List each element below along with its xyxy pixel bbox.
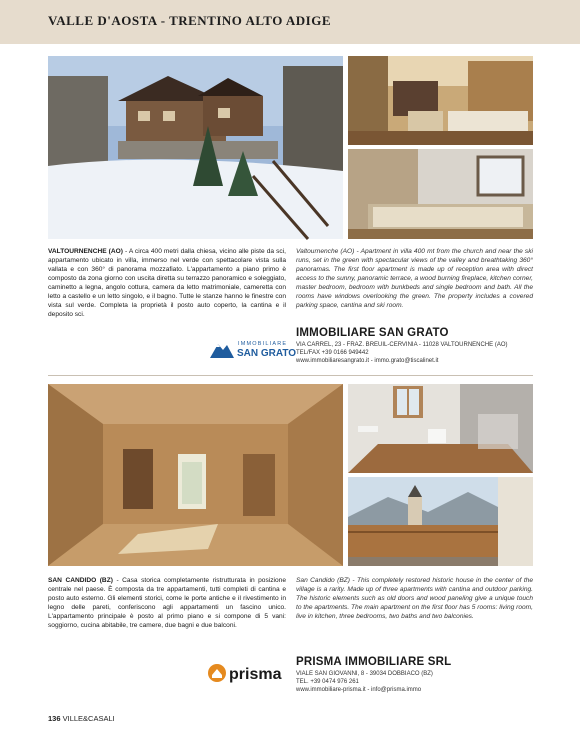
- listing-text-en: Valtournenche (AO) - Apartment in villa 400 mt from the church and near the ski runs, set in the green with spectacular views of the valley and breathtaking 360° panoramas. The first floor apartment is made up of reception area with direct access to the sunny, panoramic terrace, a wood burning fireplace, kitchen corner, master bedroom, bedroom with bunkbeds and single bedroom and bath. All the rooms have windows overlooking the green. The property includes a covered parking space, cantina and ski room.: [296, 248, 533, 309]
- san-grato-logo-top: IMMOBILIARE: [238, 341, 288, 347]
- agency-name-2: PRISMA IMMOBILIARE SRL: [296, 656, 452, 668]
- listing-text-en-2: San Candido (BZ) - This completely restored historic house in the center of the village is a rarity. Made up of three apartments with cantina and outdoor parking. The historic elements such as old doors and wood paneling give a unique touch to the apartments. The main apartment on the first floor has 5 rooms: living room, live in kitchen, three bedrooms, two baths and two balconies.: [296, 577, 533, 620]
- page-footer: [48, 714, 115, 723]
- agency-address-2: VIALE SAN GIOVANNI, 8 - 39034 DOBBIACO (BZ): [296, 671, 433, 677]
- agency-phone: TEL/FAX +39 0166 949442: [296, 350, 369, 356]
- listing-location-it-2: SAN CANDIDO (BZ): [48, 577, 113, 584]
- listing-description-it-2: [48, 576, 286, 630]
- listing-location-it: VALTOURNENCHE (AO): [48, 248, 123, 255]
- photo-bathroom: [348, 384, 533, 473]
- photo-balcony: [348, 477, 533, 566]
- photo-bedroom: [348, 149, 533, 239]
- agency-web: www.immobiliaresangrato.it - immo.grato@tiscalinet.it: [296, 358, 439, 364]
- listing-description-en: [296, 247, 533, 310]
- magazine-name: VILLE&CASALI: [62, 714, 115, 723]
- agency-phone-2: TEL. +39 0474 976 261: [296, 679, 359, 685]
- san-grato-logo-main: SAN GRATO: [237, 348, 297, 359]
- section-divider: [48, 375, 533, 376]
- prisma-logo-main: prisma: [229, 666, 282, 683]
- photo-chalet-exterior: [48, 56, 343, 239]
- page-header: [0, 0, 580, 44]
- listing-description-it: [48, 247, 286, 319]
- listing-description-en-2: [296, 576, 533, 621]
- photo-wood-paneled-room: [48, 384, 343, 566]
- listing-text-it-2: - Casa storica completamente ristrutturata in posizione centrale nel paese. È composta da tre appartamenti, tutti completi di cantina e posto auto esterno. Gli elementi storici, come le porte antiche e il rivestimento in legno delle pareti, conferiscono agli appartamenti un fascino unico. L'appartamento principale è posto al primo piano e si compone di 5 vani: soggiorno, cucina abitabile, tre camere, due bagni e due balconi.: [48, 577, 286, 629]
- agency-web-2: www.immobiliare-prisma.it - info@prisma.immo: [296, 687, 422, 693]
- section-title: VALLE D'AOSTA - TRENTINO ALTO ADIGE: [48, 13, 332, 28]
- agency-block-prisma: [296, 656, 536, 694]
- photo-living-room: [348, 56, 533, 145]
- san-grato-logo: [208, 336, 297, 360]
- agency-name: IMMOBILIARE SAN GRATO: [296, 327, 449, 339]
- listing-text-it: - A circa 400 metri dalla chiesa, vicino alle piste da sci, appartamento ubicato in villa, immerso nel verde con spettacolare vista sulla vallata e con 360° di panorama mozzafiato. L'appartamento a piano primo è composto da zona giorno con uscita diretta su terrazzo panoramico e soleggiato, caminetto a legna, angolo cottura, camera da letto matrimoniale, cameretta con letto a castello e un letto singolo, e il bagno. Tutte le stanze hanno le finestre con vista sul verde. Completa la proprietà il posto auto coperto, la cantina e il deposito sci.: [48, 248, 286, 318]
- agency-block-san-grato: [296, 327, 536, 365]
- page-number: 136: [48, 714, 61, 723]
- agency-address: VIA CARREL, 23 - FRAZ. BREUIL-CERVINIA - 11028 VALTOURNENCHE (AO): [296, 342, 508, 348]
- prisma-logo: [207, 661, 283, 685]
